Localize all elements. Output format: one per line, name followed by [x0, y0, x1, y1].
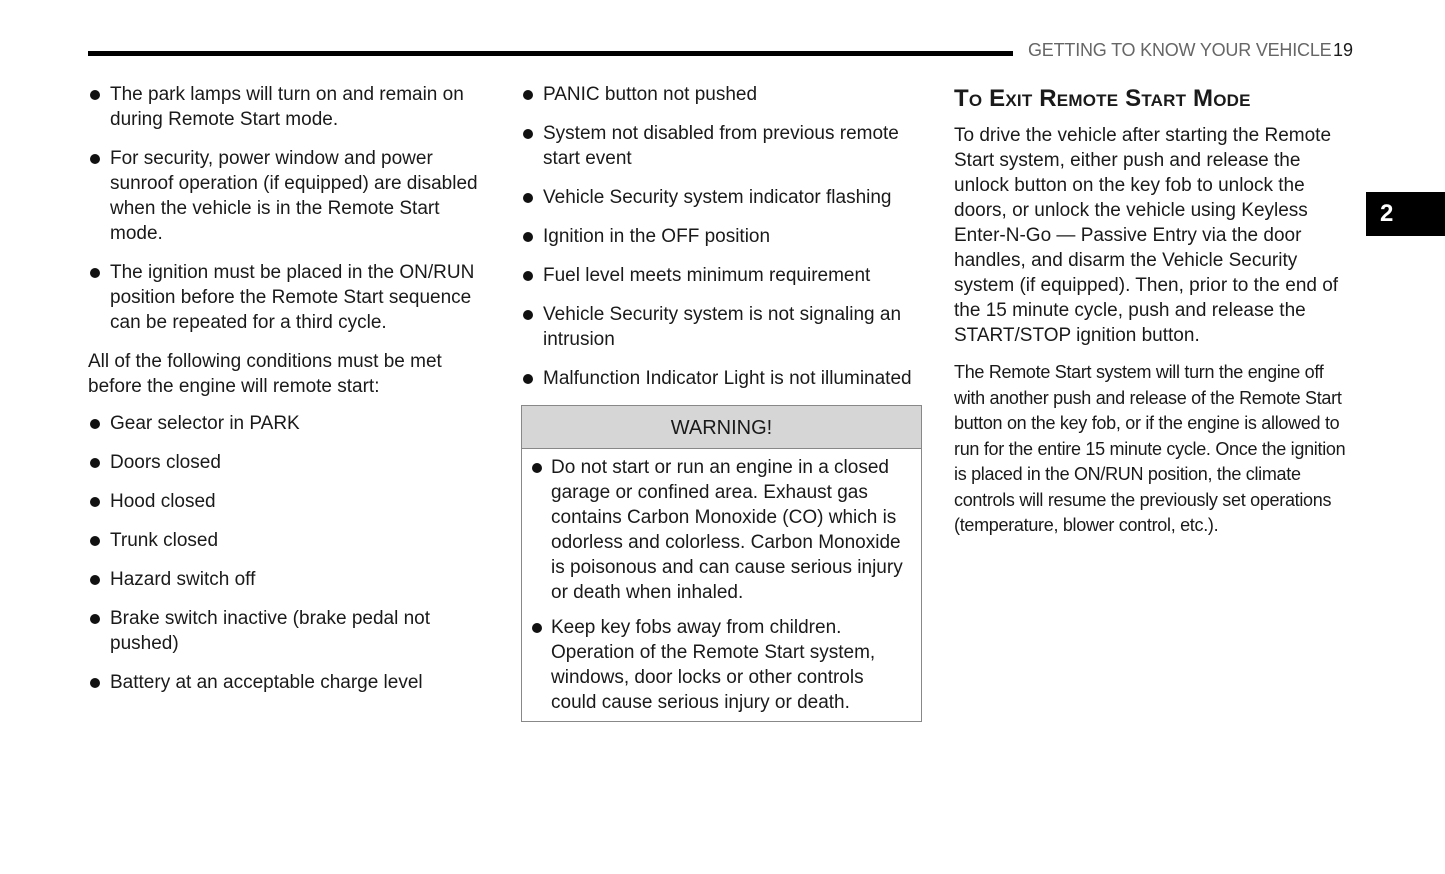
bullet-icon	[523, 193, 533, 203]
bullet-icon	[90, 614, 100, 624]
column-2	[521, 82, 931, 722]
conditions-intro: All of the following conditions must be met before the engine will remote start:	[88, 351, 442, 397]
bullet-icon	[90, 497, 100, 507]
list-item: Doors closed	[88, 450, 488, 475]
list-item: The ignition must be placed in the ON/RUN position before the Remote Start sequence can be repeated for a third cycle.	[88, 260, 488, 335]
bullet-icon	[90, 536, 100, 546]
paragraph: To drive the vehicle after starting the Remote Start system, either push and release the unlock button on the key fob to unlock the doors, or unlock the vehicle using Keyless Enter-N-Go — Passive Entry via the door handles, and disarm the Vehicle Security system (if equipped). Then, prior to the end of the 15 minute cycle, push and release the START/STOP ignition button.	[954, 125, 1339, 346]
list-item: Battery at an acceptable charge level	[88, 670, 488, 695]
list-item: Vehicle Security system indicator flashing	[521, 185, 931, 210]
list-item: Do not start or run an engine in a closed garage or confined area. Exhaust gas contains Carbon Monoxide (CO) which is odorless and colorless. Carbon Monoxide is poisonous and can cause serious injury or death when inhaled.	[530, 455, 913, 605]
list-item: Hazard switch off	[88, 567, 488, 592]
list-item: Keep key fobs away from children. Operation of the Remote Start system, windows, door locks or other controls could cause serious injury or death.	[530, 615, 913, 715]
running-head: GETTING TO KNOW YOUR VEHICLE	[1028, 40, 1332, 60]
bullet-icon	[90, 419, 100, 429]
bullet-icon	[523, 232, 533, 242]
column-1	[88, 82, 488, 709]
bullet-icon	[90, 678, 100, 688]
feature-bullet-list	[88, 82, 488, 335]
section-heading: To Exit Remote Start Mode	[954, 85, 1251, 112]
list-item: Malfunction Indicator Light is not illuminated	[521, 366, 931, 391]
bullet-icon	[90, 90, 100, 100]
header-rule	[88, 51, 1013, 56]
page-number: 19	[1333, 40, 1354, 60]
bullet-icon	[523, 271, 533, 281]
warning-title: WARNING!	[522, 406, 921, 449]
list-item: PANIC button not pushed	[521, 82, 931, 107]
bullet-icon	[90, 154, 100, 164]
warning-body	[522, 449, 921, 721]
chapter-tab: 2	[1366, 192, 1445, 236]
conditions-list-continued	[521, 82, 931, 391]
bullet-icon	[90, 268, 100, 278]
list-item: The park lamps will turn on and remain on during Remote Start mode.	[88, 82, 488, 132]
list-item: System not disabled from previous remote start event	[521, 121, 931, 171]
list-item: Fuel level meets minimum requirement	[521, 263, 931, 288]
warning-list	[530, 455, 913, 715]
list-item: Hood closed	[88, 489, 488, 514]
bullet-icon	[90, 458, 100, 468]
paragraph: The Remote Start system will turn the engine off with another push and release of the Remote Start button on the key fob, or if the engine is allowed to run for the entire 15 minute cycle. Once the ignition is placed in the ON/RUN position, the climate controls will resume the previously set operations (temperature, blower control, etc.).	[954, 362, 1346, 535]
list-item: Brake switch inactive (brake pedal not pushed)	[88, 606, 488, 656]
column-3	[954, 82, 1354, 551]
list-item: Gear selector in PARK	[88, 411, 488, 436]
list-item: Ignition in the OFF position	[521, 224, 931, 249]
bullet-icon	[532, 463, 542, 473]
bullet-icon	[523, 310, 533, 320]
bullet-icon	[532, 623, 542, 633]
list-item: Vehicle Security system is not signaling an intrusion	[521, 302, 931, 352]
conditions-list	[88, 411, 488, 695]
list-item: Trunk closed	[88, 528, 488, 553]
bullet-icon	[523, 90, 533, 100]
bullet-icon	[523, 374, 533, 384]
bullet-icon	[90, 575, 100, 585]
bullet-icon	[523, 129, 533, 139]
list-item: For security, power window and power sunroof operation (if equipped) are disabled when the vehicle is in the Remote Start mode.	[88, 146, 488, 246]
warning-box	[521, 405, 922, 722]
